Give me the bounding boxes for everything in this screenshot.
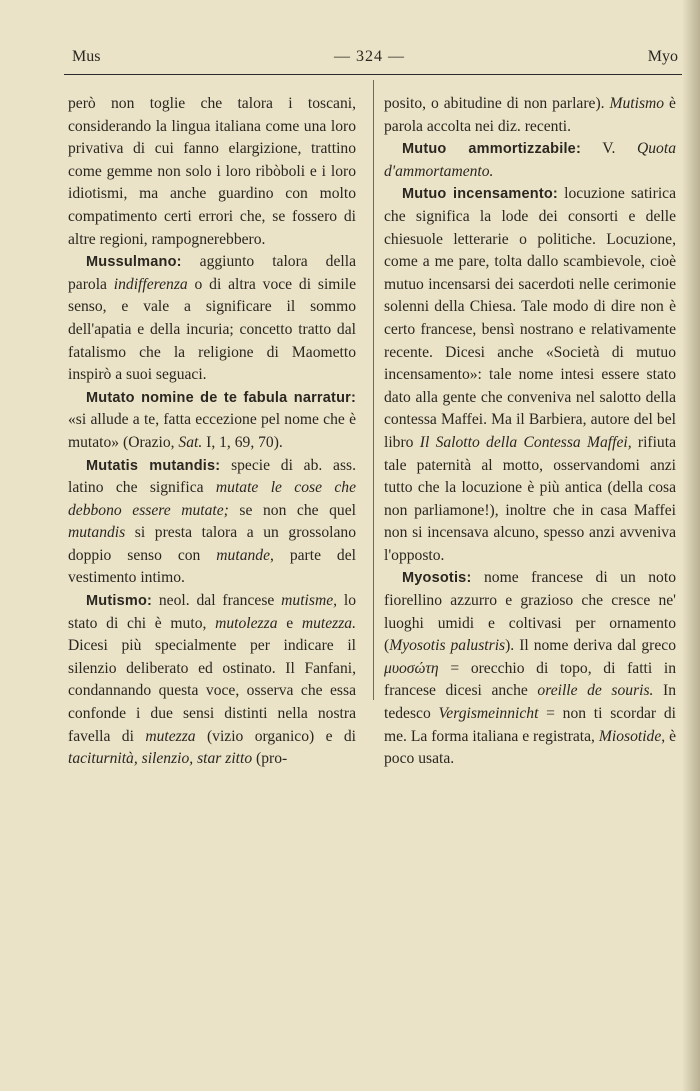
entry-mussulmano xyxy=(68,251,356,387)
italic-text: Quota d'ammortamento. xyxy=(384,140,676,180)
text: è parola accolta nei diz. recenti. xyxy=(384,95,676,135)
italic-text: Miosotide xyxy=(598,727,662,745)
entry-mutuo-ammortizzabile xyxy=(384,138,676,183)
text: I, 1, 69, 70). xyxy=(202,433,283,451)
text: Dicesi più specialmente per indicare il silenzio deliberato ed ostinato. Il Fanfani, condannando questa voce, osserva che essa confonde i due sensi distinti nella nostra favella di xyxy=(68,637,356,745)
right-column xyxy=(384,93,676,771)
entry-headword: Mutismo: xyxy=(86,593,153,610)
header-left-word: Mus xyxy=(72,48,101,65)
entry-mutatis-mutandis xyxy=(68,455,356,591)
italic-text: mutande xyxy=(216,546,270,564)
text: aggiunto talora della parola xyxy=(68,253,356,293)
entry-headword: Mutatis mutandis: xyxy=(86,457,221,474)
text: (pro- xyxy=(252,750,288,768)
text: locuzione satirica che significa la lode dei consorti e delle chiesuole letterarie o politiche. Locuzione, come a me pare, tolta dallo scambievole, cioè mutuo incensarsi dei sacerdoti nelle cerimonie solenni della Chiesa. Tale modo di dire non è certo francese, bensì nostrano e relativamente recente. Dicesi anche «Società di mutuo incensamento»: tale nome intesi essere stato dato alla gente che conveniva nel salotto della contessa Maffei. Ma il Barbiera, autore del bel libro xyxy=(384,185,677,451)
entry-headword: Mutuo ammortizzabile: xyxy=(402,141,581,158)
entry-myosotis xyxy=(384,567,676,770)
italic-text: Sat. xyxy=(178,433,203,451)
text: o di altra voce di simile senso, e vale a significare il sommo dell'apatia e della incuria; concetto tratto dal fatalismo che la religione di Maometto inspirò a suoi seguaci. xyxy=(68,275,356,384)
text: In tedesco xyxy=(384,682,677,723)
entry-headword: Mutuo incensamento: xyxy=(402,186,558,203)
text: neol. dal francese xyxy=(152,592,282,610)
italic-text: Il Salotto della Contessa Maffei, xyxy=(419,433,632,451)
text: , è poco usata. xyxy=(384,727,677,768)
text: = non ti scordar di me. La forma italiana e registrata, xyxy=(384,705,676,745)
column-divider xyxy=(373,80,374,700)
italic-text: taciturnità, silenzio, star zitto xyxy=(68,750,253,768)
text: nome francese di un noto fiorellino azzurro e grazioso che cresce ne' luoghi umidi e coltivasi per ornamento ( xyxy=(384,569,676,655)
text: V. xyxy=(580,140,637,158)
text: e xyxy=(277,614,302,632)
left-column xyxy=(68,93,356,771)
italic-text: mutolezza xyxy=(215,614,278,632)
text: (vizio organico) e di xyxy=(195,727,356,745)
text: lo stato di chi è muto, xyxy=(68,592,357,632)
paragraph-continuation xyxy=(384,93,676,138)
italic-text: mutezza xyxy=(145,727,196,745)
entry-mutuo-incensamento xyxy=(384,183,676,567)
paragraph-continuation xyxy=(68,93,356,251)
italic-text: mutisme, xyxy=(281,592,338,610)
italic-text: mutate le cose che debbono essere mutate; xyxy=(68,479,356,519)
page-edge-shadow xyxy=(682,0,700,1091)
text: specie di ab. ass. latino che significa xyxy=(68,456,356,497)
italic-text: Myosotis palustris xyxy=(389,637,506,655)
entry-mutismo xyxy=(68,590,356,771)
italic-text: μυοσώτη xyxy=(384,659,439,677)
italic-text: oreille de souris. xyxy=(537,682,654,700)
running-header xyxy=(68,48,678,70)
text: però non toglie che talora i toscani, considerando la lingua italiana come una loro privativa di cui fanno elargizione, trattino come gemme non solo i loro ribòboli e i loro idiotismi, ma anche guardino con molto compatimento certi errori che, se fossero di altre regioni, rampognerebbero. xyxy=(68,95,356,248)
header-right-word: Myo xyxy=(647,48,678,65)
header-rule xyxy=(64,74,682,75)
text: rifiuta tale paternità al motto, osservandomi anzi tutto che la locuzione è più antica (della cosa non parliamone!), inoltre che in casa Maffei non si incensava alcuno, spesso anzi avveniva l'opposto. xyxy=(384,433,676,564)
text: se non che quel xyxy=(228,501,356,519)
entry-headword: Myosotis: xyxy=(402,570,472,587)
text: = orecchio di topo, di fatti in francese dicesi anche xyxy=(384,659,676,700)
entry-headword: Mutato nomine de te fabula narratur: xyxy=(86,389,356,406)
entry-mutato-nomine xyxy=(68,387,356,455)
italic-text: mutezza. xyxy=(301,614,357,632)
entry-headword: Mussulmano: xyxy=(86,254,182,271)
page-number: — 324 — xyxy=(334,48,405,65)
italic-text: mutandis xyxy=(68,524,126,542)
text: si presta talora a un grossolano doppio senso con xyxy=(68,524,356,564)
text: posito, o abitudine di non parlare). xyxy=(384,95,610,112)
text: , parte del vestimento intimo. xyxy=(68,546,356,587)
text: «si allude a te, fatta eccezione pel nome che è mutato» (Orazio, xyxy=(68,411,356,451)
italic-text: Mutismo xyxy=(609,95,665,112)
italic-text: Vergismeinnicht xyxy=(438,705,539,723)
italic-text: indifferenza xyxy=(113,275,188,293)
text: ). Il nome deriva dal greco xyxy=(505,637,676,655)
